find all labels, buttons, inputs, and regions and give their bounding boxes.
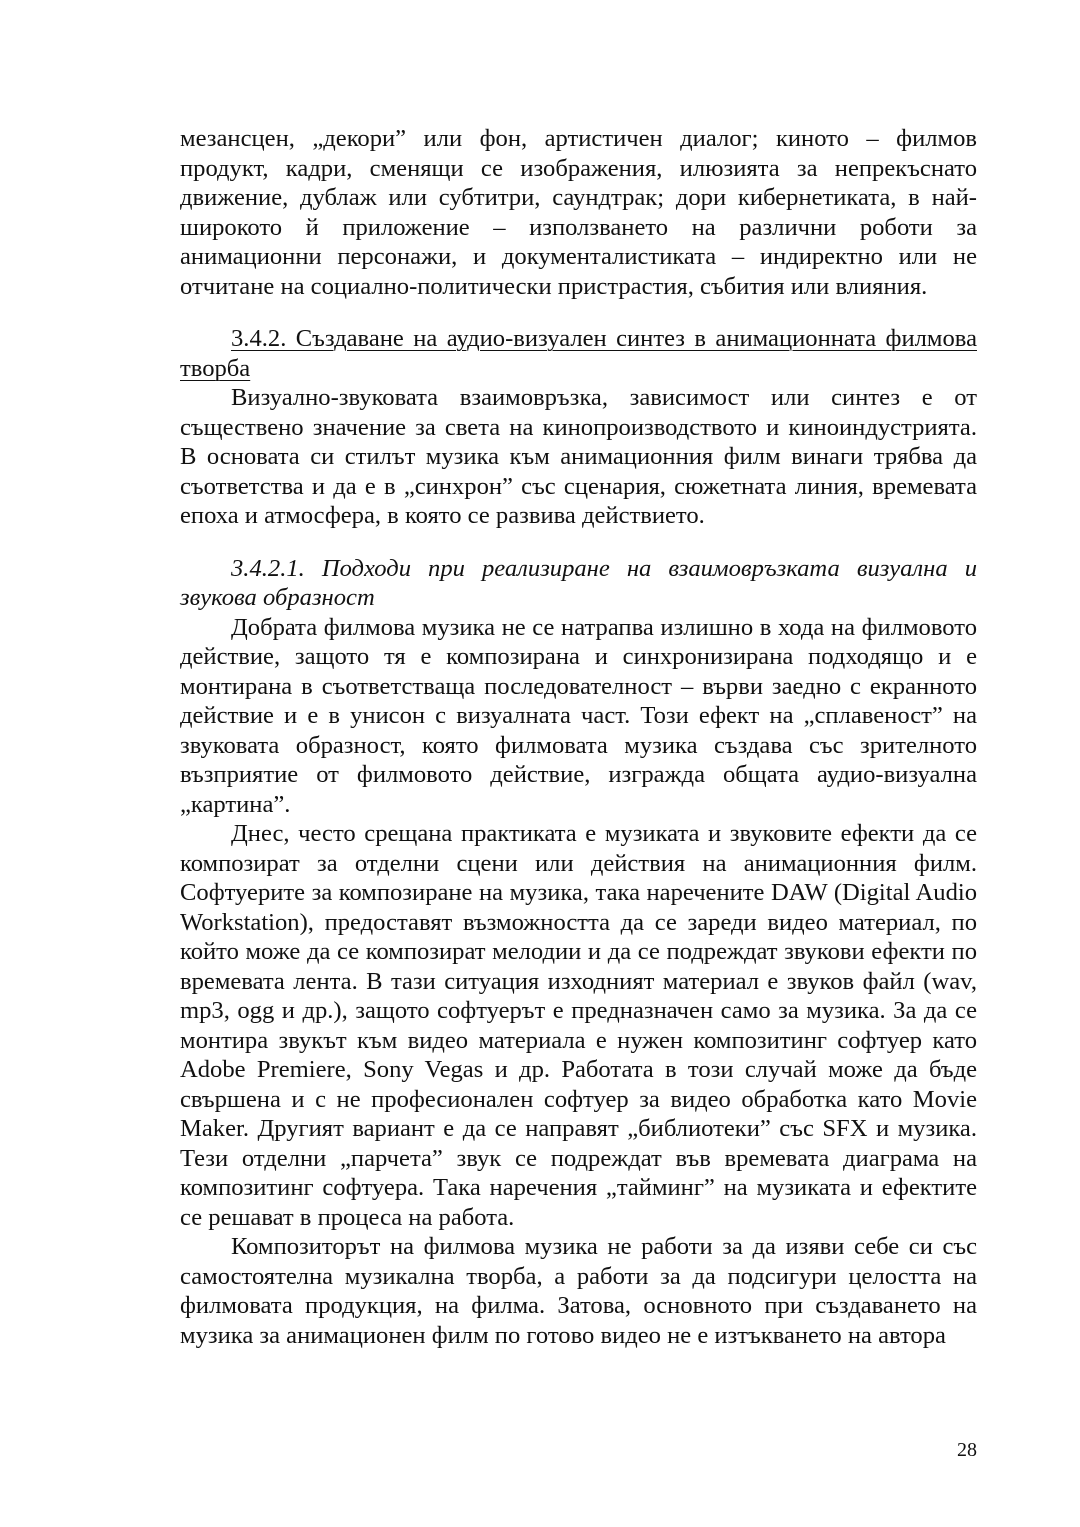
section-heading-text: 3.4.2. Създаване на аудио-визуален синтез в анимационната филмова творба [180,325,977,382]
subsection-heading: 3.4.2.1. Подходи при реализиране на взаимовръзката визуална и звукова образност [180,554,977,611]
document-page [180,124,977,1350]
body-paragraph: Днес, често срещана практиката е музиката и звуковите ефекти да се композират за отделни сцени или действия на анимационния филм. Софтуерите за композиране на музика, така наречените DAW (Digital Audio Workstation), предоставят възможността да се зареди видео материал, по който може да се композират мелодии и да се подреждат звукови ефекти по времевата лента. В тази ситуация изходният материал е звуков файл (wav, mp3, ogg и др.), защото софтуерът е предназначен само за музика. За да се монтира звукът към видео материала е нужен композитинг софтуер като Adobe Premiere, Sony Vegas и др. Работата в този случай може да бъде свършена и с не професионален софтуер за видео обработка като Movie Maker. Другият вариант е да се направят „библиотеки” със SFX и музика. Тези отделни „парчета” звук се подреждат във времевата диаграма на композитинг софтуера. Така наречения „тайминг” на музиката и ефектите се решават в процеса на работа. [180,820,977,1231]
page-number: 28 [957,1439,977,1461]
section-heading [180,324,977,383]
body-paragraph: Визуално-звуковата взаимовръзка, зависимост или синтез е от съществено значение за света на кинопроизводството и киноиндустрията. В основата си стилът музика към анимационния филм винаги трябва да съответства и да е в „синхрон” със сценария, сюжетната линия, времевата епоха и атмосфера, в която се развива действието. [180,384,977,529]
body-paragraph: мезансцен, „декори” или фон, артистичен диалог; киното – филмов продукт, кадри, сменящи се изображения, илюзията за непрекъснато движение, дублаж или субтитри, саундтрак; дори кибернетиката, в най-широкото й приложение – използването на различни роботи за анимационни персонажи, и документалистиката – индиректно или не отчитане на социално-политически пристрастия, събития или влияния. [180,125,977,300]
body-paragraph: Добрата филмова музика не се натрапва излишно в хода на филмовото действие, защото тя е композирана и синхронизирана подходящо и е монтирана в съответстваща последователност – върви заедно с екранното действие и е в унисон с визуалната част. Този ефект на „сплавеност” на звуковата образност, която филмовата музика създава със зрителното възприятие от филмовото действие, изгражда общата аудио-визуална „картина”. [180,613,977,818]
body-paragraph: Композиторът на филмова музика не работи за да изяви себе си със самостоятелна музикална творба, а работи за да подсигури целостта на филмовата продукция, на филма. Затова, основното при създаването на музика за анимационен филм по готово видео не е изтъкването на автора [180,1233,977,1349]
